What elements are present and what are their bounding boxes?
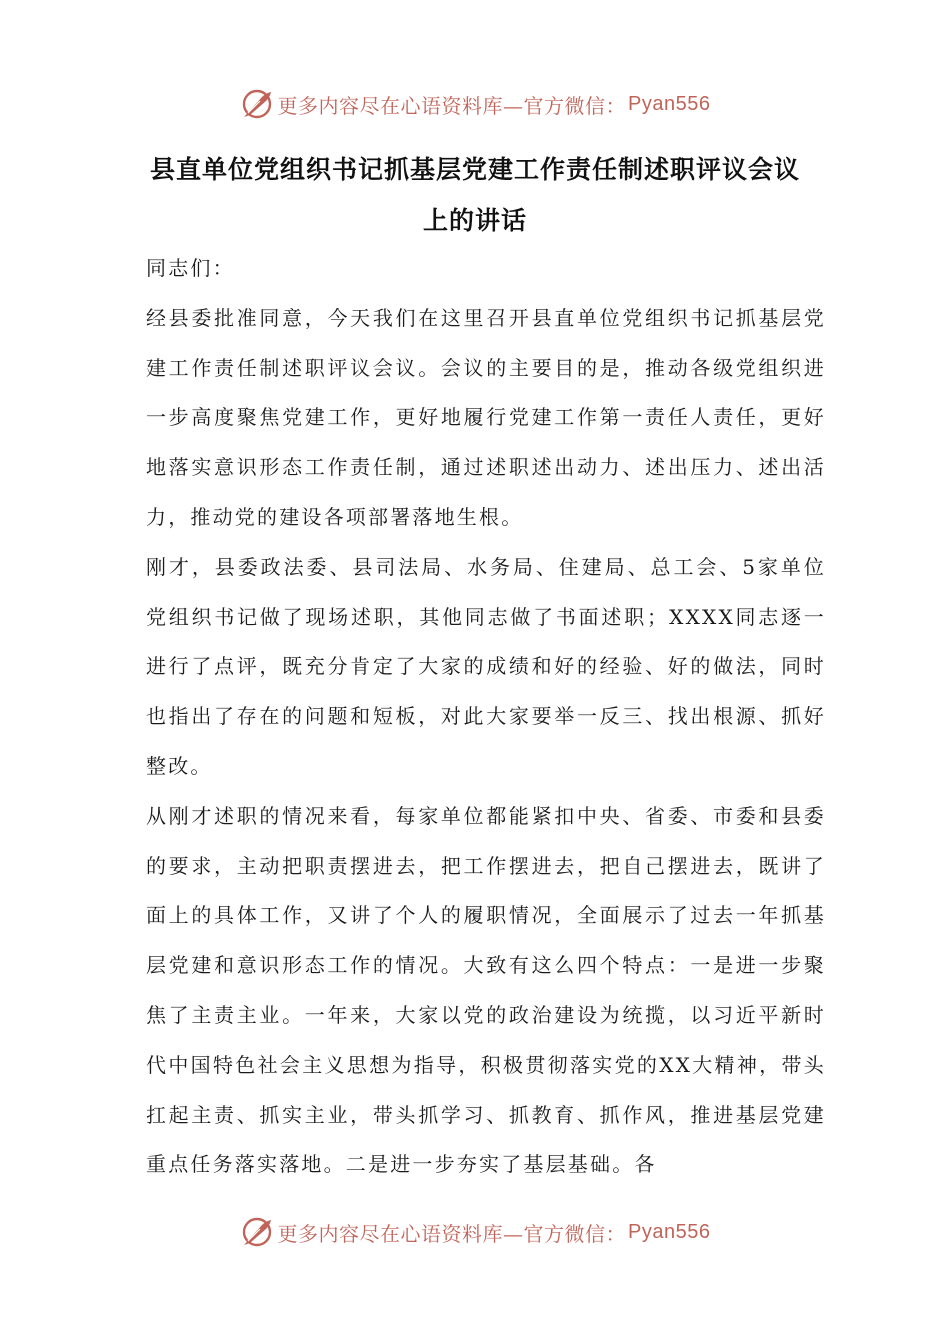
watermark-text: 更多内容尽在心语资料库—官方微信： (277, 1221, 627, 1246)
document-title-line-2: 上的讲话 (422, 206, 527, 235)
salutation: 同志们： (146, 256, 235, 280)
header-watermark (0, 84, 950, 124)
document-title-line-1: 县直单位党组织书记抓基层党建工作责任制述职评议会议 (149, 155, 800, 184)
watermark-wechat-id: Pyan556 (628, 1220, 711, 1243)
paragraph-1: 经县委批准同意，今天我们在这里召开县直单位党组织书记抓基层党建工作责任制述职评议会议。会议的主要目的是，推动各级党组织进一步高度聚焦党建工作，更好地履行党建工作第一责任人责任，更好地落实意识形态工作责任制，通过述职述出动力、述出压力、述出活力，推动党的建设各项部署落地生根。 (146, 305, 826, 529)
watermark-wechat-id: Pyan556 (628, 92, 711, 115)
paragraph-2: 刚才，县委政法委、县司法局、水务局、住建局、总工会、5家单位党组织书记做了现场述职，其他同志做了书面述职；XXXX同志逐一进行了点评，既充分肯定了大家的成绩和好的经验、好的做法，同时也指出了存在的问题和短板，对此大家要举一反三、找出根源、抓好整改。 (146, 554, 826, 778)
quill-logo-icon (240, 87, 274, 121)
watermark-text: 更多内容尽在心语资料库—官方微信： (277, 93, 627, 118)
quill-logo-icon (240, 1215, 274, 1249)
document-body (146, 244, 826, 1190)
paragraph-3: 从刚才述职的情况来看，每家单位都能紧扣中央、省委、市委和县委的要求，主动把职责摆进去，把工作摆进去，把自己摆进去，既讲了面上的具体工作，又讲了个人的履职情况，全面展示了过去一年抓基层党建和意识形态工作的情况。大致有这么四个特点：一是进一步聚焦了主责主业。一年来，大家以党的政治建设为统揽，以习近平新时代中国特色社会主义思想为指导，积极贯彻落实党的XX大精神，带头扛起主责、抓实主业，带头抓学习、抓教育、抓作风，推进基层党建重点任务落实落地。二是进一步夯实了基层基础。各 (146, 803, 826, 1177)
footer-watermark (0, 1212, 950, 1252)
